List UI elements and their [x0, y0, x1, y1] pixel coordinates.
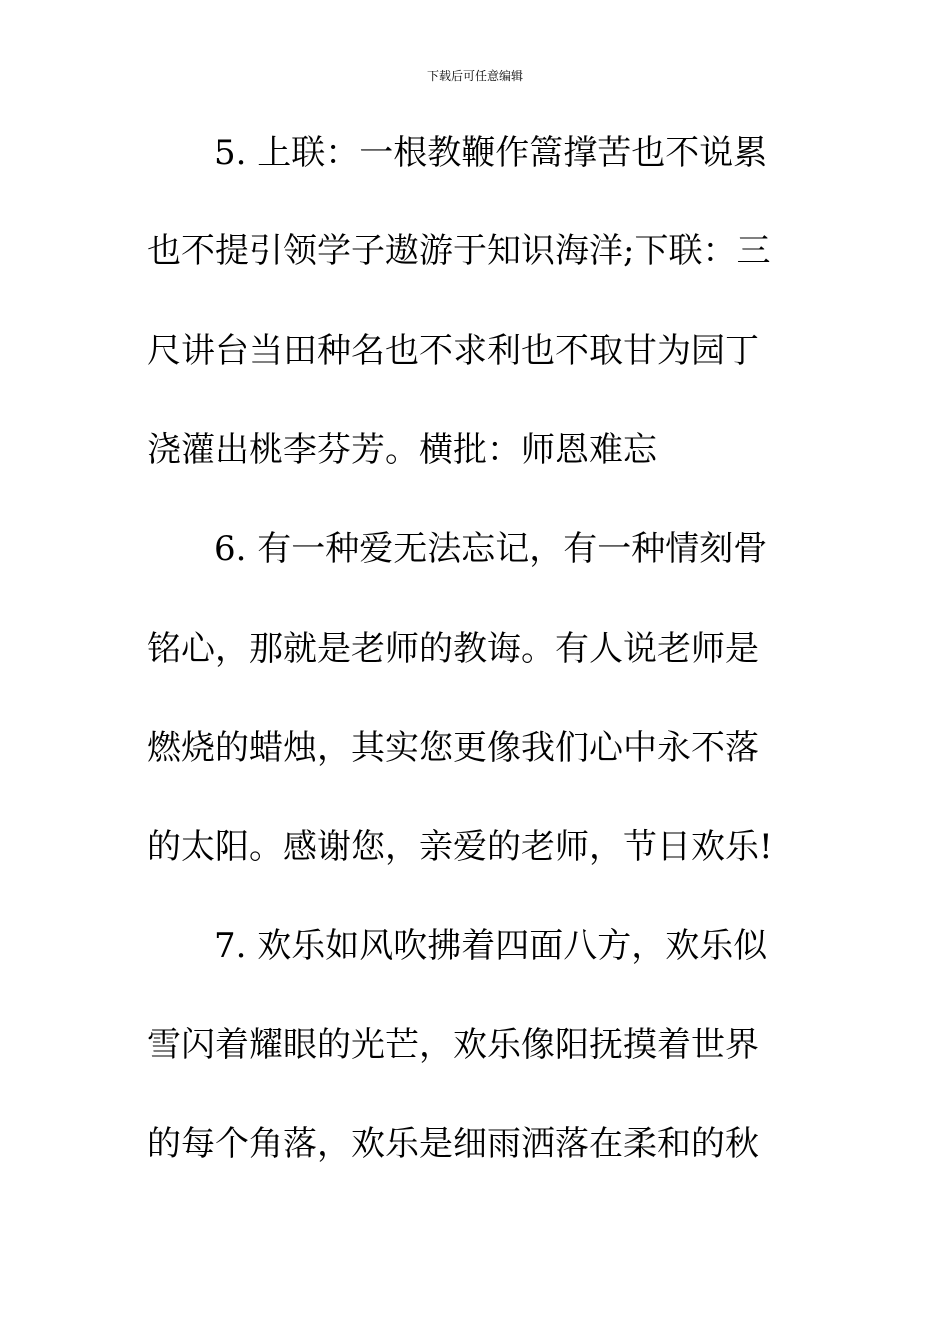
paragraph-6-line-1: 6. 有一种爱无法忘记，有一种情刻骨	[214, 529, 768, 569]
paragraph-6-line-2: 铭心，那就是老师的教诲。有人说老师是	[147, 629, 759, 669]
page-header: 下载后可任意编辑	[426, 69, 523, 83]
paragraph-7-line-2: 雪闪着耀眼的光芒，欢乐像阳抚摸着世界	[147, 1025, 759, 1065]
paragraph-5-line-1: 5. 上联：一根教鞭作篙撑苦也不说累	[214, 133, 768, 173]
paragraph-5-line-2: 也不提引领学子遨游于知识海洋;下联：三	[147, 231, 771, 271]
paragraph-6-line-3: 燃烧的蜡烛，其实您更像我们心中永不落	[147, 728, 759, 768]
paragraph-7-line-3: 的每个角落，欢乐是细雨洒落在柔和的秋	[147, 1124, 759, 1164]
paragraph-7-line-1: 7. 欢乐如风吹拂着四面八方，欢乐似	[214, 926, 768, 966]
paragraph-5-line-4: 浇灌出桃李芬芳。横批：师恩难忘	[147, 430, 657, 470]
paragraph-6-line-4: 的太阳。感谢您，亲爱的老师，节日欢乐!	[147, 827, 773, 867]
paragraph-5-line-3: 尺讲台当田种名也不求利也不取甘为园丁	[147, 331, 759, 371]
